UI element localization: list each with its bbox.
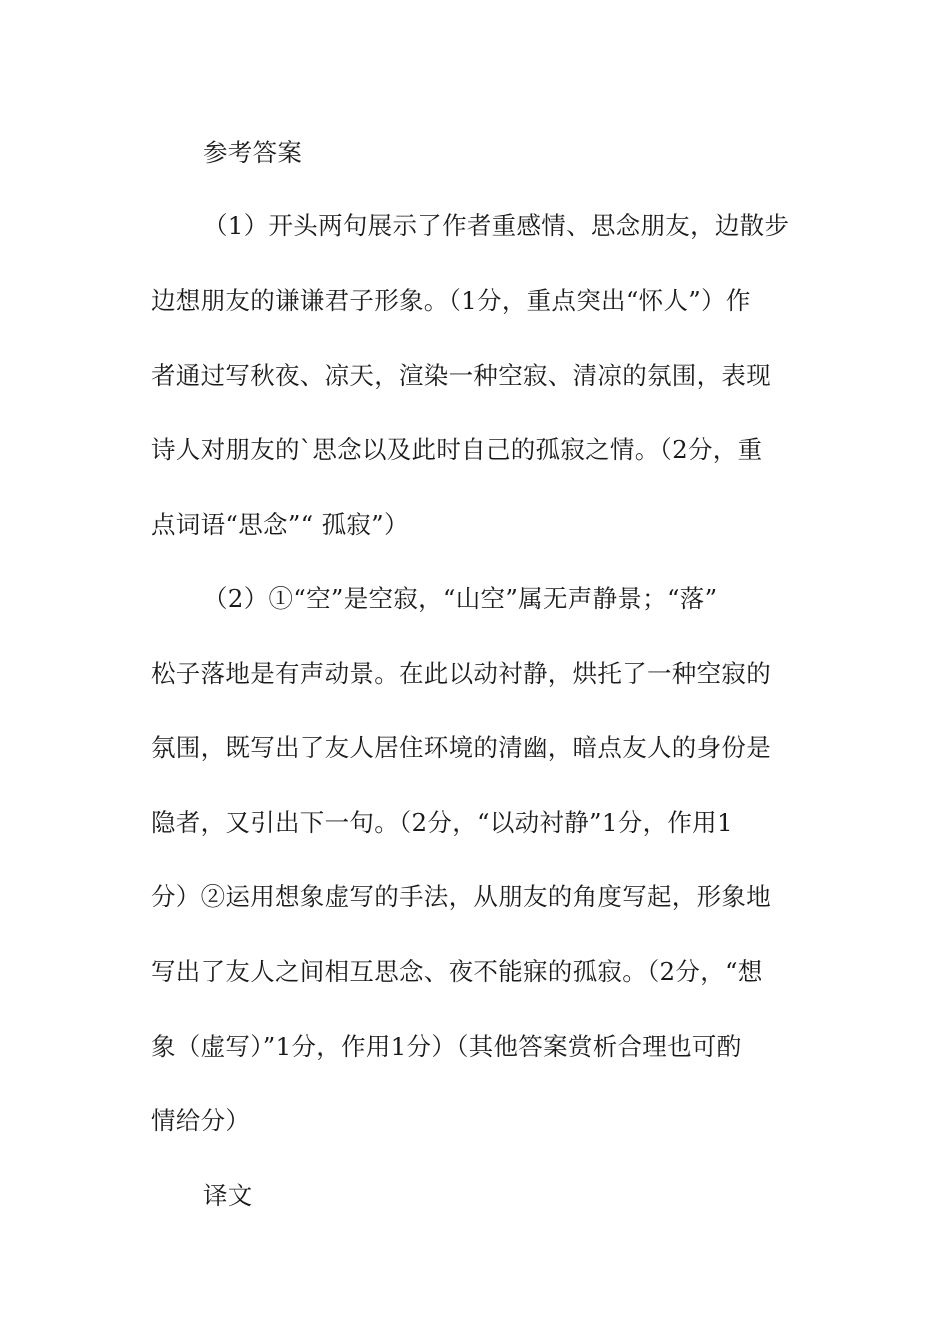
answer-1-line-2: 边想朋友的谦谦君子形象。（1分，重点突出“怀人”）作 — [151, 286, 751, 315]
answer-1-line-1: （1）开头两句展示了作者重感情、思念朋友，边散步 — [203, 211, 790, 240]
answer-2-line-6: 写出了友人之间相互思念、夜不能寐的孤寂。（2分，“想 — [151, 957, 763, 986]
answer-2-line-2: 松子落地是有声动景。在此以动衬静，烘托了一种空寂的 — [151, 659, 771, 688]
answer-2-line-4: 隐者，又引出下一句。（2分，“以动衬静”1分，作用1 — [151, 808, 733, 837]
translation-heading: 译文 — [203, 1181, 253, 1210]
answer-2-line-7: 象（虚写）”1分，作用1分）（其他答案赏析合理也可酌 — [151, 1032, 742, 1061]
answer-heading: 参考答案 — [203, 138, 303, 167]
answer-1-line-5: 点词语“思念”“ 孤寂”） — [151, 510, 409, 539]
answer-2-line-5: 分）②运用想象虚写的手法，从朋友的角度写起，形象地 — [151, 882, 771, 911]
answer-2-line-1: （2）①“空”是空寂，“山空”属无声静景；“落” — [203, 584, 718, 613]
answer-2-line-8: 情给分） — [151, 1106, 251, 1135]
answer-1-line-3: 者通过写秋夜、凉天，渲染一种空寂、清凉的氛围，表现 — [151, 361, 771, 390]
answer-1-line-4: 诗人对朋友的`思念以及此时自己的孤寂之情。（2分，重 — [151, 435, 763, 464]
answer-2-line-3: 氛围，既写出了友人居住环境的清幽，暗点友人的身份是 — [151, 733, 771, 762]
